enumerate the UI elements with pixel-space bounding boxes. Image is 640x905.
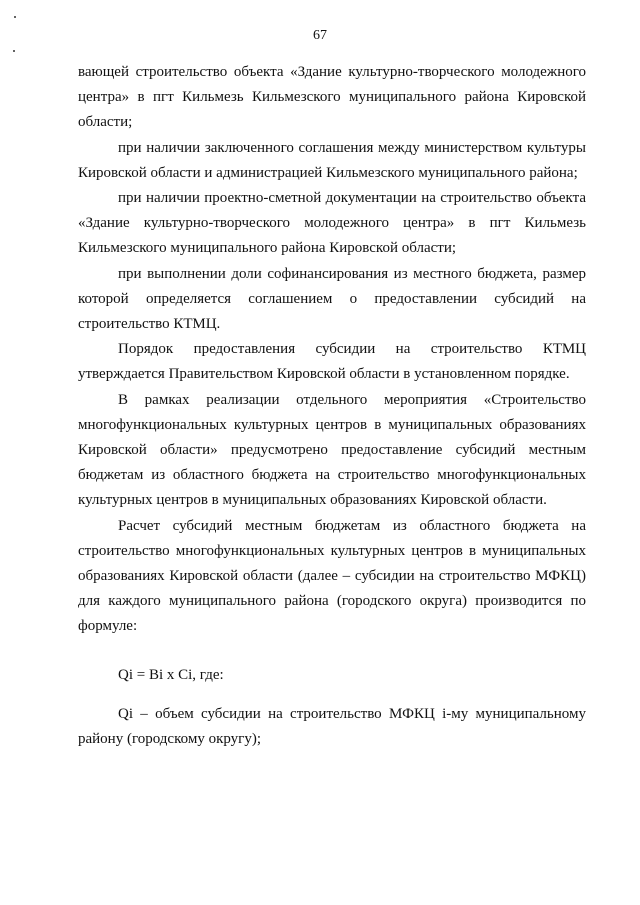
scan-speck xyxy=(13,50,15,52)
paragraph-subsidy-procedure: Порядок предоставления субсидии на строительство КТМЦ утверждается Правительством Кировской области в установленном порядке. xyxy=(78,341,586,383)
paragraph-cofinancing: при выполнении доли софинансирования из местного бюджета, размер которой определяется соглашением о предоставлении субсидий на строительство КТМЦ. xyxy=(78,265,586,333)
page-number: 67 xyxy=(313,28,327,43)
paragraph-definition-qi: Qi – объем субсидии на строительство МФКЦ i-му муниципальному району (городскому округу); xyxy=(78,705,586,748)
document-body xyxy=(78,60,586,752)
formula: Qi = Bi x Ci, где: xyxy=(118,666,224,683)
paragraph-continuation: вающей строительство объекта «Здание культурно-творческого молодежного центра» в пгт Кильмезь Кильмезского муниципального района Кировской области; xyxy=(78,64,586,131)
paragraph-mfkc-program: В рамках реализации отдельного мероприятия «Строительство многофункциональных культурных центров в муниципальных образованиях Кировской области» предусмотрено предоставление субсидий местным бюджетам из областного бюджета на строительство многофункциональных культурных центров в муниципальных образованиях Кировской области. xyxy=(78,391,586,509)
paragraph-calculation: Расчет субсидий местным бюджетам из областного бюджета на строительство многофункциональных культурных центров в муниципальных образованиях Кировской области (далее – субсидии на строительство МФКЦ) для каждого муниципального района (городского округа) производится по формуле: xyxy=(78,517,586,635)
paragraph-design-documentation: при наличии проектно-сметной документации на строительство объекта «Здание культурно-творческого молодежного центра» в пгт Кильмезь Кильмезского муниципального района Кировской области; xyxy=(78,190,586,257)
paragraph-agreement: при наличии заключенного соглашения между министерством культуры Кировской области и администрацией Кильмезского муниципального района; xyxy=(78,139,586,181)
scan-speck xyxy=(14,16,16,18)
